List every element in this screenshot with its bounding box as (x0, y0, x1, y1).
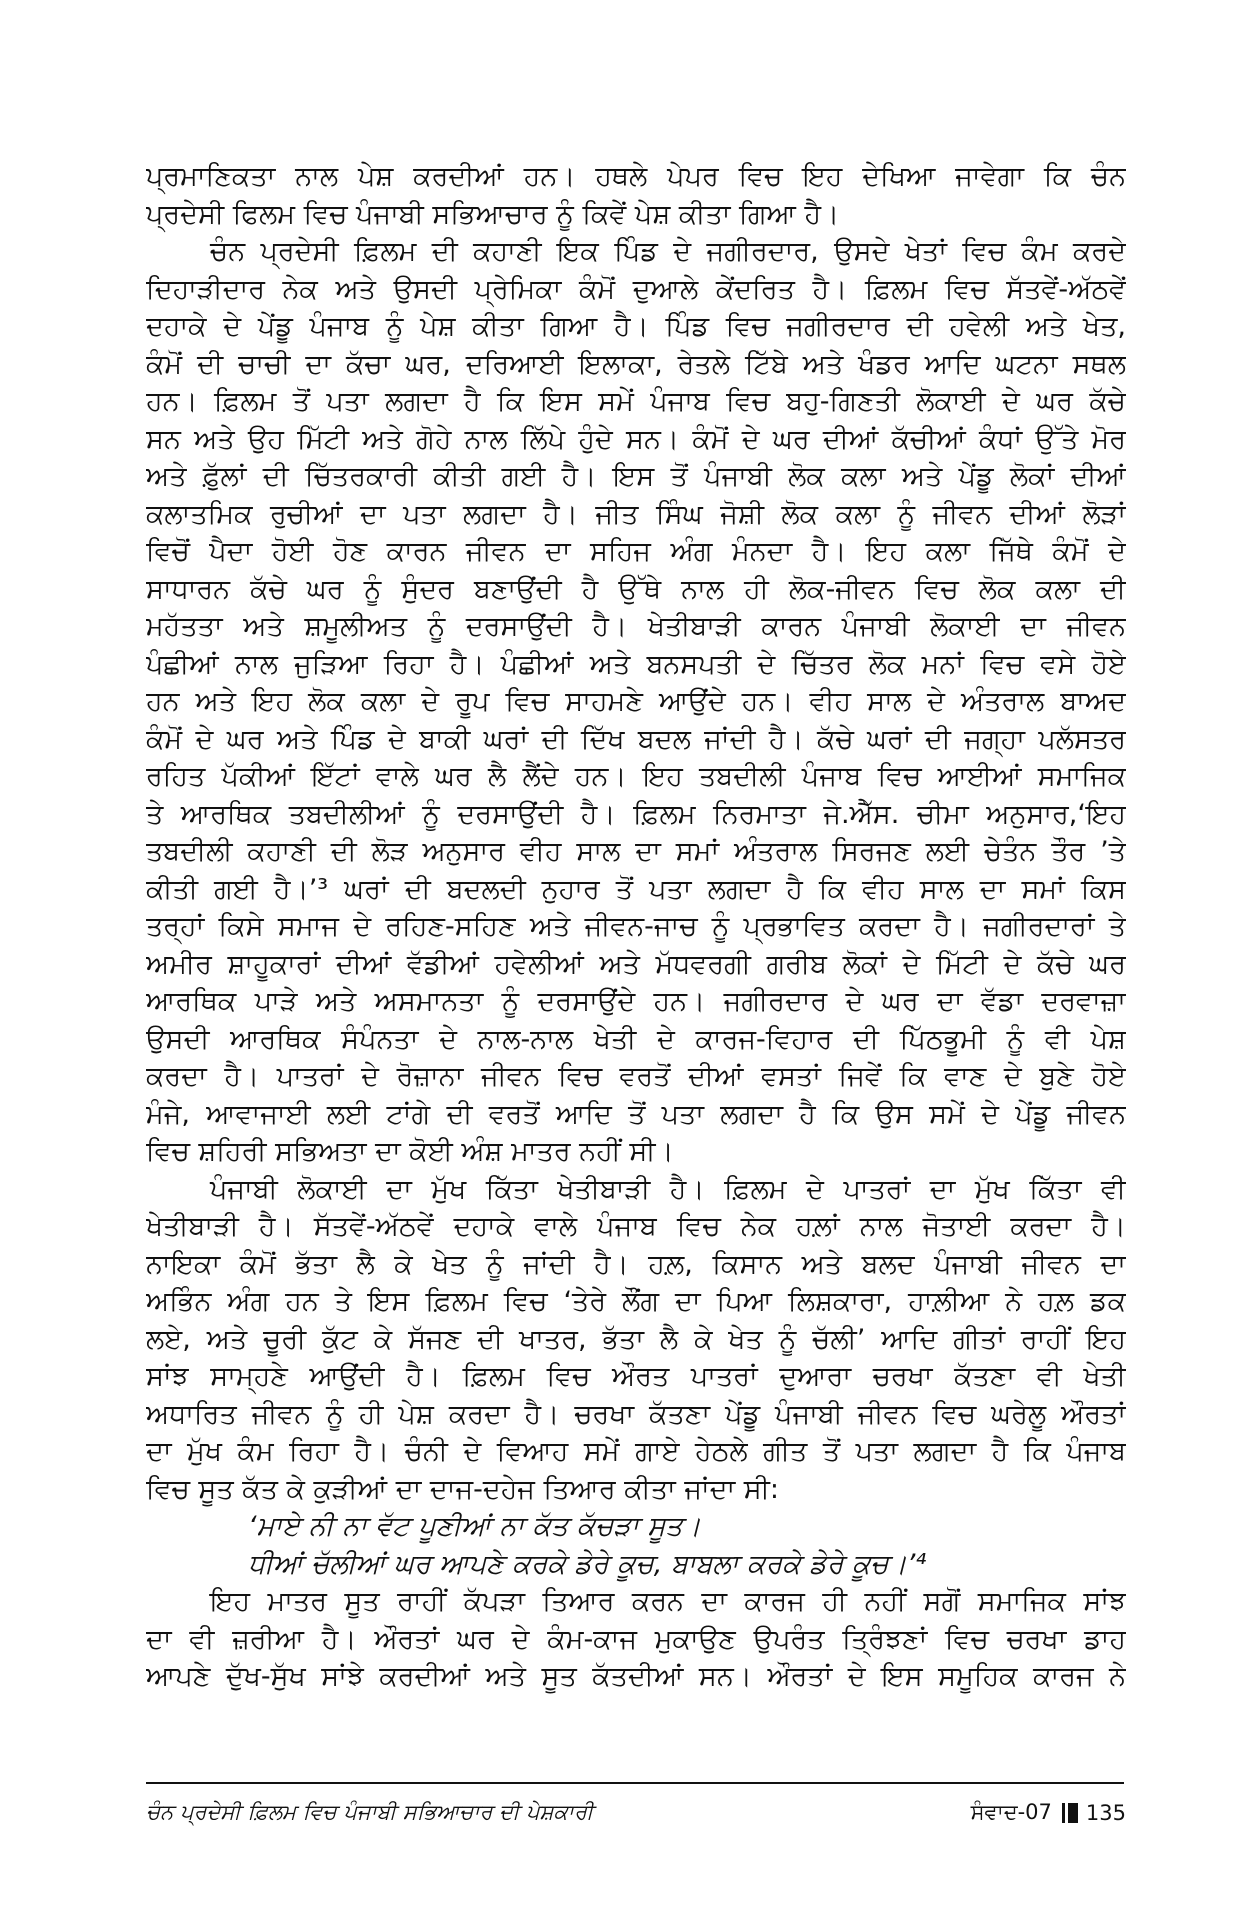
text-line: ਅਭਿੰਨ ਅੰਗ ਹਨ ਤੇ ਇਸ ਫ਼ਿਲਮ ਵਿਚ ‘ਤੇਰੇ ਲੌਂਗ ਦਾ ਪਿਆ ਲਿਸ਼ਕਾਰਾ, ਹਾਲ਼ੀਆ ਨੇ ਹਲ਼ ਡਕ (146, 1286, 1126, 1317)
running-footer-title: ਚੰਨ ਪ੍ਰਦੇਸੀ ਫ਼ਿਲਮ ਵਿਚ ਪੰਜਾਬੀ ਸਭਿਆਚਾਰ ਦੀ ਪੇਸ਼ਕਾਰੀ (146, 1800, 594, 1824)
footer-bars-icon (1062, 1803, 1078, 1823)
text-line: ਖੇਤੀਬਾੜੀ ਹੈ। ਸੱਤਵੇਂ-ਅੱਠਵੇਂ ਦਹਾਕੇ ਵਾਲੇ ਪੰਜਾਬ ਵਿਚ ਨੇਕ ਹਲ਼ਾਂ ਨਾਲ ਜੋਤਾਈ ਕਰਦਾ ਹੈ। (146, 1211, 1126, 1242)
footer-page-info (971, 1800, 1126, 1825)
text-line: ਨਾਇਕਾ ਕੰਮੋਂ ਭੱਤਾ ਲੈ ਕੇ ਖੇਤ ਨੂੰ ਜਾਂਦੀ ਹੈ। ਹਲ਼, ਕਿਸਾਨ ਅਤੇ ਬਲਦ ਪੰਜਾਬੀ ਜੀਵਨ ਦਾ (146, 1248, 1126, 1280)
text-line: ਸਾਧਾਰਨ ਕੱਚੇ ਘਰ ਨੂੰ ਸੁੰਦਰ ਬਣਾਉਂਦੀ ਹੈ ਉੱਥੇ ਨਾਲ ਹੀ ਲੋਕ-ਜੀਵਨ ਵਿਚ ਲੋਕ ਕਲਾ ਦੀ (146, 573, 1126, 605)
journal-name: ਸੰਵਾਦ-07 (970, 1800, 1052, 1824)
text-line: ਚੰਨ ਪ੍ਰਦੇਸੀ ਫ਼ਿਲਮ ਦੀ ਕਹਾਣੀ ਇਕ ਪਿੰਡ ਦੇ ਜਗੀਰਦਾਰ, ਉਸਦੇ ਖੇਤਾਂ ਵਿਚ ਕੰਮ ਕਰਦੇ (210, 236, 1126, 267)
text-line: ਅਮੀਰ ਸ਼ਾਹੂਕਾਰਾਂ ਦੀਆਂ ਵੱਡੀਆਂ ਹਵੇਲੀਆਂ ਅਤੇ ਮੱਧਵਰਗੀ ਗਰੀਬ ਲੋਕਾਂ ਦੇ ਮਿੱਟੀ ਦੇ ਕੱਚੇ ਘਰ (146, 948, 1126, 980)
text-line: ਤੇ ਆਰਥਿਕ ਤਬਦੀਲੀਆਂ ਨੂੰ ਦਰਸਾਉਂਦੀ ਹੈ। ਫ਼ਿਲਮ ਨਿਰਮਾਤਾ ਜੇ.ਐੱਸ. ਚੀਮਾ ਅਨੁਸਾਰ,‘ਇਹ (146, 798, 1126, 830)
folk-song-quote (146, 1508, 1126, 1583)
text-line: ਅਤੇ ਫ਼ੁੱਲਾਂ ਦੀ ਚਿੱਤਰਕਾਰੀ ਕੀਤੀ ਗਈ ਹੈ। ਇਸ ਤੋਂ ਪੰਜਾਬੀ ਲੋਕ ਕਲਾ ਅਤੇ ਪੇਂਡੂ ਲੋਕਾਂ ਦੀਆਂ (146, 461, 1126, 492)
text-line: ਤਰ੍ਹਾਂ ਕਿਸੇ ਸਮਾਜ ਦੇ ਰਹਿਣ-ਸਹਿਣ ਅਤੇ ਜੀਵਨ-ਜਾਚ ਨੂੰ ਪ੍ਰਭਾਵਿਤ ਕਰਦਾ ਹੈ। ਜਗੀਰਦਾਰਾਂ ਤੇ (146, 911, 1126, 942)
text-line: ਪੰਜਾਬੀ ਲੋਕਾਈ ਦਾ ਮੁੱਖ ਕਿੱਤਾ ਖੇਤੀਬਾੜੀ ਹੈ। ਫ਼ਿਲਮ ਦੇ ਪਾਤਰਾਂ ਦਾ ਮੁੱਖ ਕਿੱਤਾ ਵੀ (210, 1173, 1126, 1205)
text-line: ਕਲਾਤਮਿਕ ਰੁਚੀਆਂ ਦਾ ਪਤਾ ਲਗਦਾ ਹੈ। ਜੀਤ ਸਿੰਘ ਜੋਸ਼ੀ ਲੋਕ ਕਲਾ ਨੂੰ ਜੀਵਨ ਦੀਆਂ ਲੋੜਾਂ (146, 498, 1126, 530)
text-line: ਵਿਚ ਸੂਤ ਕੱਤ ਕੇ ਕੁੜੀਆਂ ਦਾ ਦਾਜ-ਦਹੇਜ ਤਿਆਰ ਕੀਤਾ ਜਾਂਦਾ ਸੀ: (146, 1473, 779, 1505)
text-line: ਉਸਦੀ ਆਰਥਿਕ ਸੰਪੰਨਤਾ ਦੇ ਨਾਲ-ਨਾਲ ਖੇਤੀ ਦੇ ਕਾਰਜ-ਵਿਹਾਰ ਦੀ ਪਿੱਠਭੂਮੀ ਨੂੰ ਵੀ ਪੇਸ਼ (146, 1023, 1126, 1055)
text-line: ਵਿਚੋਂ ਪੈਦਾ ਹੋਈ ਹੋਣ ਕਾਰਨ ਜੀਵਨ ਦਾ ਸਹਿਜ ਅੰਗ ਮੰਨਦਾ ਹੈ। ਇਹ ਕਲਾ ਜਿੱਥੇ ਕੰਮੋਂ ਦੇ (146, 536, 1126, 567)
text-line: ਕੀਤੀ ਗਈ ਹੈ।’³ ਘਰਾਂ ਦੀ ਬਦਲਦੀ ਨੁਹਾਰ ਤੋਂ ਪਤਾ ਲਗਦਾ ਹੈ ਕਿ ਵੀਹ ਸਾਲ ਦਾ ਸਮਾਂ ਕਿਸ (146, 873, 1126, 905)
text-line: ਰਹਿਤ ਪੱਕੀਆਂ ਇੱਟਾਂ ਵਾਲੇ ਘਰ ਲੈ ਲੈਂਦੇ ਹਨ। ਇਹ ਤਬਦੀਲੀ ਪੰਜਾਬ ਵਿਚ ਆਈਆਂ ਸਮਾਜਿਕ (146, 761, 1126, 792)
text-line: ਹਨ। ਫ਼ਿਲਮ ਤੋਂ ਪਤਾ ਲਗਦਾ ਹੈ ਕਿ ਇਸ ਸਮੇਂ ਪੰਜਾਬ ਵਿਚ ਬਹੁ-ਗਿਣਤੀ ਲੋਕਾਈ ਦੇ ਘਰ ਕੱਚੇ (146, 386, 1126, 417)
text-line: ਕੰਮੋਂ ਦੀ ਚਾਚੀ ਦਾ ਕੱਚਾ ਘਰ, ਦਰਿਆਈ ਇਲਾਕਾ, ਰੇਤਲੇ ਟਿੱਬੇ ਅਤੇ ਖੰਡਰ ਆਦਿ ਘਟਨਾ ਸਥਲ (146, 348, 1126, 380)
text-line: ਤਬਦੀਲੀ ਕਹਾਣੀ ਦੀ ਲੋੜ ਅਨੁਸਾਰ ਵੀਹ ਸਾਲ ਦਾ ਸਮਾਂ ਅੰਤਰਾਲ ਸਿਰਜਣ ਲਈ ਚੇਤੰਨ ਤੌਰ ’ਤੇ (146, 836, 1126, 867)
text-line: ਲਏ, ਅਤੇ ਚੂਰੀ ਕੁੱਟ ਕੇ ਸੱਜਣ ਦੀ ਖਾਤਰ, ਭੱਤਾ ਲੈ ਕੇ ਖੇਤ ਨੂੰ ਚੱਲੀ’ ਆਦਿ ਗੀਤਾਂ ਰਾਹੀਂ ਇਹ (146, 1323, 1126, 1355)
text-line: ਇਹ ਮਾਤਰ ਸੂਤ ਰਾਹੀਂ ਕੱਪੜਾ ਤਿਆਰ ਕਰਨ ਦਾ ਕਾਰਜ ਹੀ ਨਹੀਂ ਸਗੋਂ ਸਮਾਜਿਕ ਸਾਂਝ (210, 1586, 1126, 1617)
footer-divider (146, 1782, 1124, 1784)
paragraph-film-story (146, 233, 1126, 1171)
paragraph-agriculture (146, 1171, 1126, 1509)
text-line: ਅਧਾਰਿਤ ਜੀਵਨ ਨੂੰ ਹੀ ਪੇਸ਼ ਕਰਦਾ ਹੈ। ਚਰਖਾ ਕੱਤਣਾ ਪੇਂਡੂ ਪੰਜਾਬੀ ਜੀਵਨ ਵਿਚ ਘਰੇਲੂ ਔਰਤਾਂ (146, 1398, 1126, 1430)
paragraph-intro (146, 158, 1126, 233)
text-line: ਆਰਥਿਕ ਪਾੜੇ ਅਤੇ ਅਸਮਾਨਤਾ ਨੂੰ ਦਰਸਾਉਂਦੇ ਹਨ। ਜਗੀਰਦਾਰ ਦੇ ਘਰ ਦਾ ਵੱਡਾ ਦਰਵਾਜ਼ਾ (146, 986, 1126, 1017)
text-line: ਸਾਂਝ ਸਾਮ੍ਹਣੇ ਆਉਂਦੀ ਹੈ। ਫ਼ਿਲਮ ਵਿਚ ਔਰਤ ਪਾਤਰਾਂ ਦੁਆਰਾ ਚਰਖਾ ਕੱਤਣਾ ਵੀ ਖੇਤੀ (146, 1361, 1126, 1392)
text-line: ਆਪਣੇ ਦੁੱਖ-ਸੁੱਖ ਸਾਂਝੇ ਕਰਦੀਆਂ ਅਤੇ ਸੂਤ ਕੱਤਦੀਆਂ ਸਨ। ਔਰਤਾਂ ਦੇ ਇਸ ਸਮੂਹਿਕ ਕਾਰਜ ਨੇ (146, 1661, 1126, 1692)
text-line: ਸਨ ਅਤੇ ਉਹ ਮਿੱਟੀ ਅਤੇ ਗੋਹੇ ਨਾਲ ਲਿੱਪੇ ਹੁੰਦੇ ਸਨ। ਕੰਮੋਂ ਦੇ ਘਰ ਦੀਆਂ ਕੱਚੀਆਂ ਕੰਧਾਂ ਉੱਤੇ ਮੋਰ (146, 423, 1126, 455)
document-page (146, 158, 1126, 1696)
text-line: ਪ੍ਰਮਾਣਿਕਤਾ ਨਾਲ ਪੇਸ਼ ਕਰਦੀਆਂ ਹਨ। ਹਥਲੇ ਪੇਪਰ ਵਿਚ ਇਹ ਦੇਖਿਆ ਜਾਵੇਗਾ ਕਿ ਚੰਨ (146, 161, 1126, 192)
text-line: ਕੰਮੋਂ ਦੇ ਘਰ ਅਤੇ ਪਿੰਡ ਦੇ ਬਾਕੀ ਘਰਾਂ ਦੀ ਦਿੱਖ ਬਦਲ ਜਾਂਦੀ ਹੈ। ਕੱਚੇ ਘਰਾਂ ਦੀ ਜਗ੍ਹਾ ਪਲੱਸਤਰ (146, 723, 1126, 755)
text-line: ਕਰਦਾ ਹੈ। ਪਾਤਰਾਂ ਦੇ ਰੋਜ਼ਾਨਾ ਜੀਵਨ ਵਿਚ ਵਰਤੋਂ ਦੀਆਂ ਵਸਤਾਂ ਜਿਵੇਂ ਕਿ ਵਾਣ ਦੇ ਬੁਣੇ ਹੋਏ (146, 1061, 1126, 1092)
text-line: ਦਿਹਾੜੀਦਾਰ ਨੇਕ ਅਤੇ ਉਸਦੀ ਪ੍ਰੇਮਿਕਾ ਕੰਮੋਂ ਦੁਆਲੇ ਕੇਂਦਰਿਤ ਹੈ। ਫ਼ਿਲਮ ਵਿਚ ਸੱਤਵੇਂ-ਅੱਠਵੇਂ (146, 273, 1126, 305)
text-line: ਦਹਾਕੇ ਦੇ ਪੇਂਡੂ ਪੰਜਾਬ ਨੂੰ ਪੇਸ਼ ਕੀਤਾ ਗਿਆ ਹੈ। ਪਿੰਡ ਵਿਚ ਜਗੀਰਦਾਰ ਦੀ ਹਵੇਲੀ ਅਤੇ ਖੇਤ, (146, 311, 1126, 342)
text-line: ਮੰਜੇ, ਆਵਾਜਾਈ ਲਈ ਟਾਂਗੇ ਦੀ ਵਰਤੋਂ ਆਦਿ ਤੋਂ ਪਤਾ ਲਗਦਾ ਹੈ ਕਿ ਉਸ ਸਮੇਂ ਦੇ ਪੇਂਡੂ ਜੀਵਨ (146, 1098, 1126, 1130)
text-line: ਦਾ ਮੁੱਖ ਕੰਮ ਰਿਹਾ ਹੈ। ਚੰਨੀ ਦੇ ਵਿਆਹ ਸਮੇਂ ਗਾਏ ਹੇਠਲੇ ਗੀਤ ਤੋਂ ਪਤਾ ਲਗਦਾ ਹੈ ਕਿ ਪੰਜਾਬ (146, 1436, 1126, 1467)
verse-line: ‘ਮਾਏ ਨੀ ਨਾ ਵੱਟ ਪੂਣੀਆਂ ਨਾ ਕੱਤ ਕੱਚੜਾ ਸੂਤ। (248, 1511, 701, 1542)
text-line: ਮਹੱਤਤਾ ਅਤੇ ਸ਼ਮੂਲੀਅਤ ਨੂੰ ਦਰਸਾਉਂਦੀ ਹੈ। ਖੇਤੀਬਾੜੀ ਕਾਰਨ ਪੰਜਾਬੀ ਲੋਕਾਈ ਦਾ ਜੀਵਨ (146, 611, 1126, 642)
text-line: ਪੰਛੀਆਂ ਨਾਲ ਜੁੜਿਆ ਰਿਹਾ ਹੈ। ਪੰਛੀਆਂ ਅਤੇ ਬਨਸਪਤੀ ਦੇ ਚਿੱਤਰ ਲੋਕ ਮਨਾਂ ਵਿਚ ਵਸੇ ਹੋਏ (146, 648, 1126, 680)
text-line: ਵਿਚ ਸ਼ਹਿਰੀ ਸਭਿਅਤਾ ਦਾ ਕੋਈ ਅੰਸ਼ ਮਾਤਰ ਨਹੀਂ ਸੀ। (146, 1136, 674, 1167)
paragraph-spinning (146, 1583, 1126, 1696)
text-line: ਹਨ ਅਤੇ ਇਹ ਲੋਕ ਕਲਾ ਦੇ ਰੂਪ ਵਿਚ ਸਾਹਮਣੇ ਆਉਂਦੇ ਹਨ। ਵੀਹ ਸਾਲ ਦੇ ਅੰਤਰਾਲ ਬਾਅਦ (146, 686, 1126, 717)
text-line: ਪ੍ਰਦੇਸੀ ਫਿਲਮ ਵਿਚ ਪੰਜਾਬੀ ਸਭਿਆਚਾਰ ਨੂੰ ਕਿਵੇਂ ਪੇਸ਼ ਕੀਤਾ ਗਿਆ ਹੈ। (146, 198, 840, 230)
page-number: 135 (1085, 1800, 1126, 1825)
text-line: ਦਾ ਵੀ ਜ਼ਰੀਆ ਹੈ। ਔਰਤਾਂ ਘਰ ਦੇ ਕੰਮ-ਕਾਜ ਮੁਕਾਉਣ ਉਪਰੰਤ ਤ੍ਰਿੰਝਣਾਂ ਵਿਚ ਚਰਖਾ ਡਾਹ (146, 1623, 1126, 1655)
verse-line: ਧੀਆਂ ਚੱਲੀਆਂ ਘਰ ਆਪਣੇ ਕਰਕੇ ਡੇਰੇ ਕੂਚ, ਬਾਬਲਾ ਕਰਕੇ ਡੇਰੇ ਕੂਚ।’⁴ (248, 1548, 927, 1580)
